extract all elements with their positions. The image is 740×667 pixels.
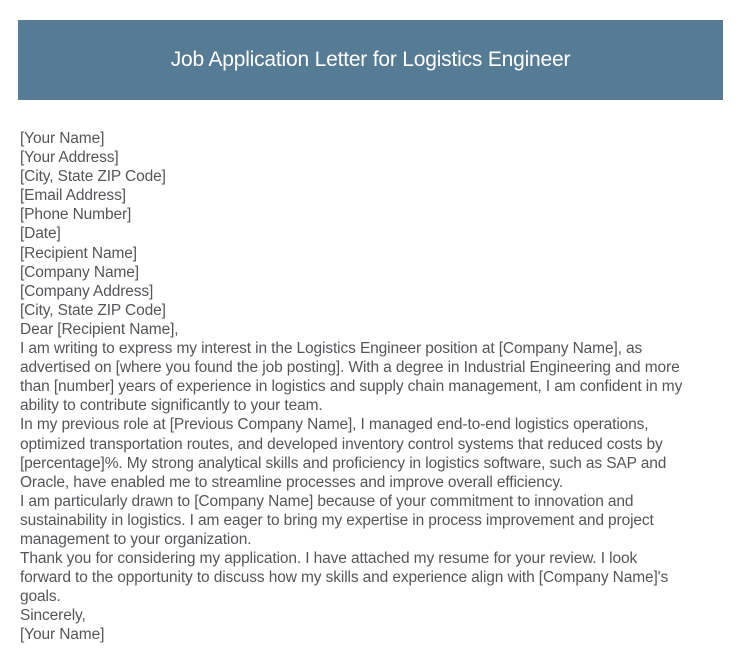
letter-line-para2-3: [percentage]%. My strong analytical skills and proficiency in logistics software, such as SAP and [20,454,667,472]
letter-line-company-name: [Company Name] [20,263,139,281]
letter-line-recipient-name: [Recipient Name] [20,244,137,262]
letter-line-phone: [Phone Number] [20,206,132,224]
letter-body [20,129,732,645]
letter-line-your-name: [Your Name] [20,130,105,147]
letter-line-para1-1: I am writing to express my interest in the Logistics Engineer position at [Company Name], as [20,340,643,358]
letter-line-city-state-zip: [City, State ZIP Code] [20,168,166,186]
letter-line-para4-2: forward to the opportunity to discuss how my skills and experience align with [Company Name]'s [20,569,669,587]
letter-line-date: [Date] [20,225,61,243]
letter-line-salutation: Dear [Recipient Name], [20,320,179,338]
letter-line-para2-4: Oracle, have enabled me to streamline processes and improve overall efficiency. [20,473,564,491]
letter-line-para1-3: than [number] years of experience in logistics and supply chain management, I am confident in my [20,378,683,396]
letter-line-para4-1: Thank you for considering my application. I have attached my resume for your review. I look [20,550,638,568]
letter-line-para3-3: management to your organization. [20,530,252,548]
letter-line-para1-2: advertised on [where you found the job posting]. With a degree in Industrial Engineering and more [20,359,680,377]
letter-line-para3-2: sustainability in logistics. I am eager to bring my expertise in process improvement and project [20,511,654,529]
letter-line-company-city-state-zip: [City, State ZIP Code] [20,301,166,319]
letter-line-para2-1: In my previous role at [Previous Company Name], I managed end-to-end logistics operations, [20,416,649,434]
letter-line-email: [Email Address] [20,187,126,205]
letter-line-para4-3: goals. [20,588,61,606]
title-banner [18,20,723,100]
page-title: Job Application Letter for Logistics Engineer [170,48,571,71]
letter-line-para1-4: ability to contribute significantly to your team. [20,397,323,415]
letter-line-closing: Sincerely, [20,607,86,625]
letter-line-para3-1: I am particularly drawn to [Company Name] because of your commitment to innovation and [20,492,634,510]
letter-line-your-address: [Your Address] [20,149,119,167]
letter-line-signature: [Your Name] [20,626,105,644]
letter-line-para2-2: optimized transportation routes, and developed inventory control systems that reduced costs by [20,435,663,453]
letter-line-company-address: [Company Address] [20,282,154,300]
